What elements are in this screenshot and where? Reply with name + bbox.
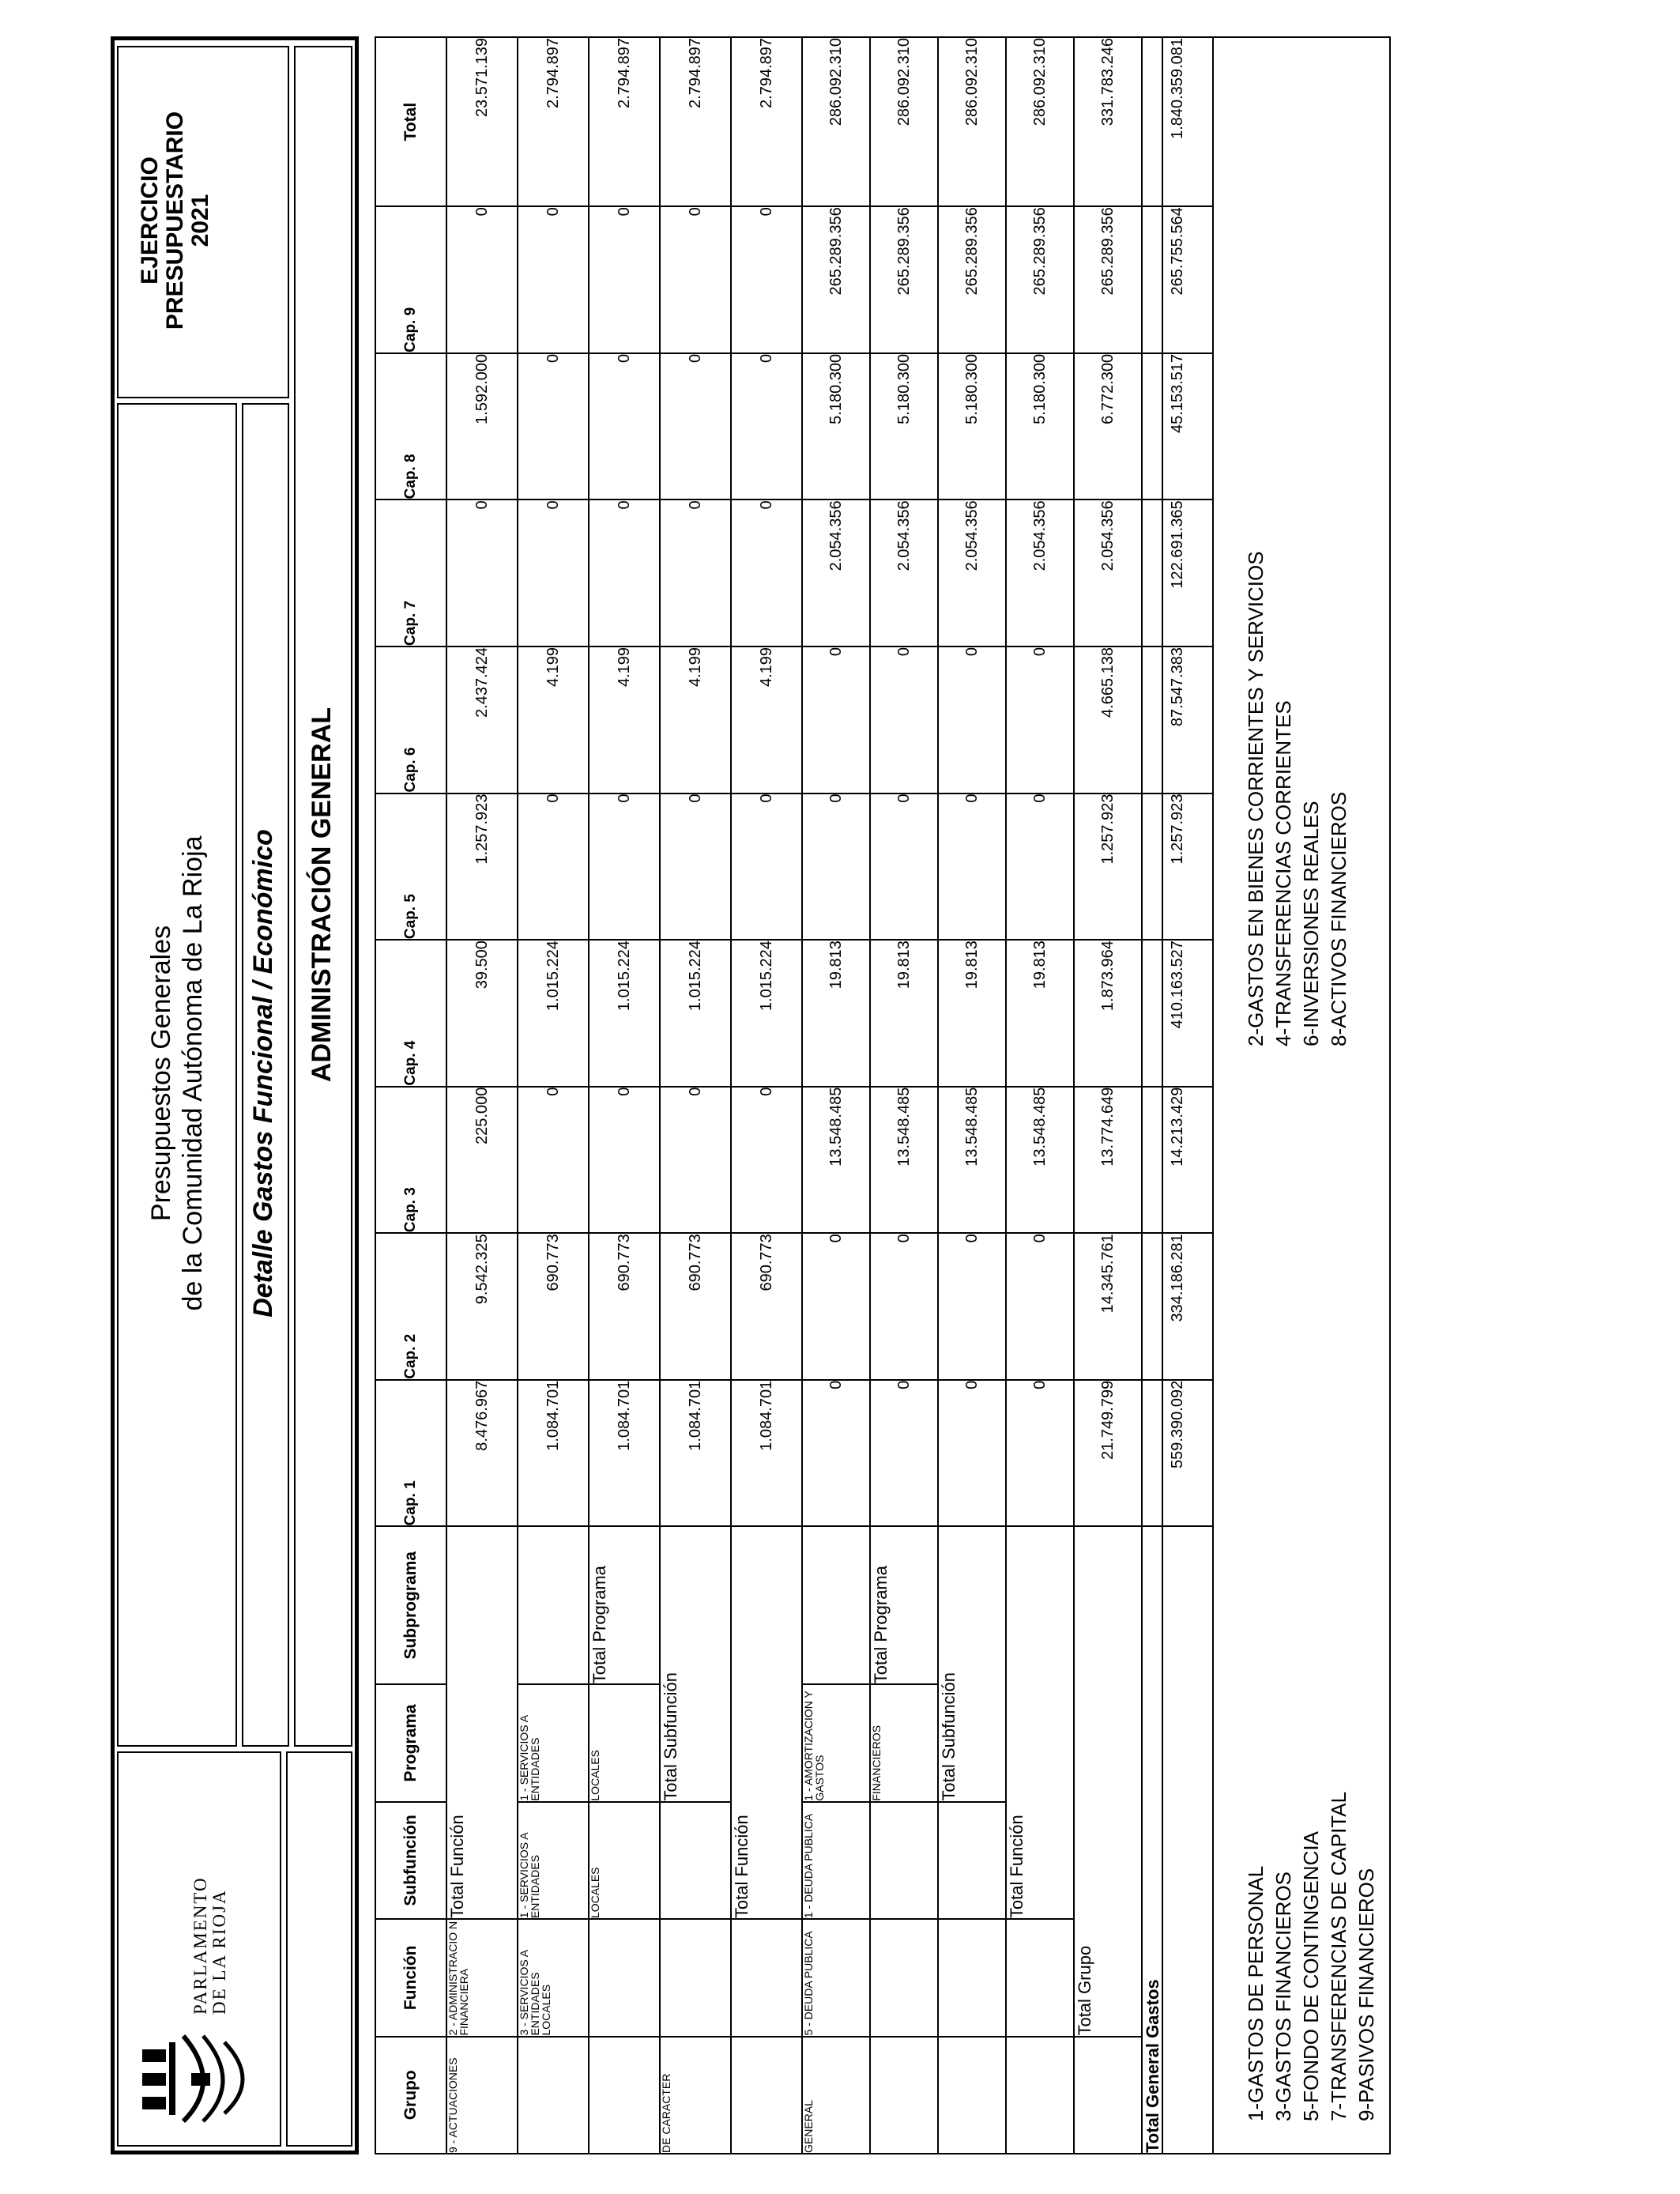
cap-value-cell: 265.289.356 [938, 206, 1006, 353]
cap-value-cell: 0 [589, 794, 660, 941]
cap-value-cell: 0 [660, 353, 731, 500]
cap-value-cell: 2.054.356 [938, 499, 1006, 647]
cap-value-cell: 5.180.300 [1006, 353, 1074, 500]
cap-value-cell: 6.772.300 [1074, 353, 1142, 500]
row-label-cell: Total Programa [870, 1526, 938, 1684]
cap-value-cell: 0 [870, 1380, 938, 1527]
cap-value-cell: 13.548.485 [1006, 1087, 1074, 1234]
row-label-cell [1074, 2037, 1142, 2154]
cap-value-cell: 265.289.356 [870, 206, 938, 353]
legend-item: 3-GASTOS FINANCIEROS [1271, 1872, 1295, 2121]
cap-value-cell: 5.180.300 [870, 353, 938, 500]
total-cell: 2.794.897 [731, 37, 802, 206]
row-label-cell: Total General Gastos [1142, 1526, 1213, 2154]
cap-value-cell: 0 [660, 794, 731, 941]
row-label-cell [518, 2037, 589, 2154]
year-line1: EJERCICIO [137, 156, 163, 285]
cap-value-cell: 1.257.923 [446, 794, 518, 941]
col-header-programa: Programa [375, 1684, 446, 1801]
row-label-cell [731, 2037, 802, 2154]
cap-value-cell: 13.774.649 [1074, 1087, 1142, 1234]
legend-item: 2-GASTOS EN BIENES CORRIENTES Y SERVICIOS [1244, 551, 1268, 1046]
cap-value-cell: 1.084.701 [660, 1380, 731, 1527]
cap-value-cell: 4.665.138 [1074, 647, 1142, 794]
row-label-cell: Total Función [446, 1526, 518, 1919]
legend-col1 [1242, 1792, 1381, 2121]
cap-value-cell: 265.289.356 [802, 206, 870, 353]
parliament-logo-icon [136, 2026, 266, 2129]
row-label-cell: GENERAL [802, 2037, 870, 2154]
row-label-cell: 5 - DEUDA PUBLICA [802, 1919, 870, 2036]
col-header-cap6: Cap. 6 [375, 647, 446, 794]
col-header-grupo: Grupo [375, 2037, 446, 2154]
section-box [294, 46, 352, 1747]
cap-value-cell: 0 [660, 1087, 731, 1234]
row-label-cell: Total Programa [589, 1526, 660, 1684]
cap-value-cell: 0 [589, 206, 660, 353]
row-label-cell: 1 - AMORTIZACION Y GASTOS [802, 1684, 870, 1801]
table-row [1074, 37, 1142, 2154]
row-label-cell [660, 1919, 731, 2036]
row-label-cell: Total Función [1006, 1526, 1074, 1919]
table-row [938, 37, 1006, 2154]
cap-value-cell: 4.199 [589, 647, 660, 794]
table-row [731, 37, 802, 2154]
cap-value-cell: 2.054.356 [802, 499, 870, 647]
cap-value-cell: 19.813 [938, 940, 1006, 1087]
cap-value-cell: 0 [518, 499, 589, 647]
cap-value-cell: 559.390.092 [1142, 1380, 1213, 1527]
logo-subbox [286, 1751, 352, 2147]
cap-value-cell: 13.548.485 [938, 1087, 1006, 1234]
row-label-cell: 1 - SERVICIOS A ENTIDADES [518, 1802, 589, 1919]
cap-value-cell: 4.199 [731, 647, 802, 794]
cap-value-cell: 0 [518, 206, 589, 353]
row-label-cell [589, 2037, 660, 2154]
cap-value-cell: 1.084.701 [518, 1380, 589, 1527]
cap-value-cell: 9.542.325 [446, 1233, 518, 1380]
row-label-cell [802, 1526, 870, 1684]
total-cell: 331.783.246 [1074, 37, 1142, 206]
cap-value-cell: 690.773 [660, 1233, 731, 1380]
cap-value-cell: 0 [731, 794, 802, 941]
cap-value-cell: 265.289.356 [1006, 206, 1074, 353]
cap-value-cell: 0 [870, 1233, 938, 1380]
row-label-cell: LOCALES [589, 1684, 660, 1801]
year-line2: PRESUPUESTARIO [162, 111, 188, 330]
table-row [589, 37, 660, 2154]
title-box [117, 403, 237, 1747]
cap-value-cell: 690.773 [731, 1233, 802, 1380]
cap-value-cell: 122.691.365 [1142, 499, 1213, 647]
cap-value-cell: 0 [518, 1087, 589, 1234]
cap-value-cell: 0 [1006, 1233, 1074, 1380]
cap-value-cell: 0 [518, 794, 589, 941]
legend-item: 9-PASIVOS FINANCIEROS [1354, 1868, 1378, 2121]
parliament-name-line1: PARLAMENTO [190, 1876, 210, 2015]
cap-value-cell: 19.813 [802, 940, 870, 1087]
cap-value-cell: 0 [731, 353, 802, 500]
table-row [446, 37, 518, 2154]
cap-value-cell: 1.873.964 [1074, 940, 1142, 1087]
row-label-cell: 1 - DEUDA PUBLICA [802, 1802, 870, 1919]
cap-value-cell: 0 [938, 794, 1006, 941]
row-label-cell: DE CARACTER [660, 2037, 731, 2154]
title-line1: Presupuestos Generales [146, 925, 176, 1222]
table-row [518, 37, 589, 2154]
cap-value-cell: 0 [1006, 794, 1074, 941]
cap-value-cell: 0 [660, 499, 731, 647]
cap-value-cell: 0 [938, 1233, 1006, 1380]
cap-value-cell: 265.755.564 [1142, 206, 1213, 353]
total-cell: 23.571.139 [446, 37, 518, 206]
cap-value-cell: 14.213.429 [1142, 1087, 1213, 1234]
cap-value-cell: 0 [938, 647, 1006, 794]
cap-value-cell: 1.015.224 [589, 940, 660, 1087]
cap-value-cell: 2.437.424 [446, 647, 518, 794]
cap-value-cell: 5.180.300 [802, 353, 870, 500]
cap-value-cell: 0 [1006, 647, 1074, 794]
row-label-cell [518, 1526, 589, 1684]
total-cell: 286.092.310 [870, 37, 938, 206]
legend-col2 [1242, 551, 1353, 1046]
row-label-cell: FINANCIEROS [870, 1684, 938, 1801]
cap-value-cell: 334.186.281 [1142, 1233, 1213, 1380]
cap-value-cell: 1.257.923 [1074, 794, 1142, 941]
row-label-cell [589, 1919, 660, 2036]
cap-value-cell: 0 [589, 1087, 660, 1234]
row-label-cell: 9 - ACTUACIONES [446, 2037, 518, 2154]
row-label-cell [938, 1802, 1006, 1919]
col-header-cap8: Cap. 8 [375, 353, 446, 500]
table-header-row [375, 37, 446, 2154]
subtitle-box [242, 403, 289, 1747]
total-cell: 286.092.310 [1006, 37, 1074, 206]
legend-item: 4-TRANSFERENCIAS CORRIENTES [1271, 700, 1295, 1046]
row-label-cell: 2 - ADMINISTRACIO N FINANCIERA [446, 1919, 518, 2036]
row-label-cell: Total Subfunción [660, 1526, 731, 1801]
section-title: ADMINISTRACIÓN GENERAL [307, 707, 337, 1083]
cap-value-cell: 0 [731, 499, 802, 647]
row-label-cell: 1 - SERVICIOS A ENTIDADES [518, 1684, 589, 1801]
cap-value-cell: 2.054.356 [870, 499, 938, 647]
row-label-cell [1006, 1919, 1074, 2036]
col-header-funcion: Función [375, 1919, 446, 2036]
col-header-cap7: Cap. 7 [375, 499, 446, 647]
legend-item: 1-GASTOS DE PERSONAL [1244, 1865, 1268, 2121]
cap-value-cell: 45.153.517 [1142, 353, 1213, 500]
cap-value-cell: 13.548.485 [802, 1087, 870, 1234]
total-cell: 2.794.897 [660, 37, 731, 206]
total-cell: 2.794.897 [518, 37, 589, 206]
cap-value-cell: 265.289.356 [1074, 206, 1142, 353]
cap-value-cell: 690.773 [589, 1233, 660, 1380]
cap-value-cell: 13.548.485 [870, 1087, 938, 1234]
cap-value-cell: 0 [446, 499, 518, 647]
subtitle: Detalle Gastos Funcional / Económico [248, 829, 278, 1318]
cap-value-cell: 0 [731, 206, 802, 353]
cap-value-cell: 1.084.701 [589, 1380, 660, 1527]
col-header-total: Total [375, 37, 446, 206]
cap-value-cell: 1.257.923 [1142, 794, 1213, 941]
total-cell: 1.840.359.081 [1142, 37, 1213, 206]
cap-value-cell: 4.199 [518, 647, 589, 794]
cap-value-cell: 4.199 [660, 647, 731, 794]
year-box [117, 46, 289, 398]
row-label-cell [938, 2037, 1006, 2154]
cap-value-cell: 1.015.224 [731, 940, 802, 1087]
cap-value-cell: 2.054.356 [1074, 499, 1142, 647]
cap-value-cell: 225.000 [446, 1087, 518, 1234]
cap-value-cell: 0 [660, 206, 731, 353]
col-header-cap4: Cap. 4 [375, 940, 446, 1087]
cap-value-cell: 0 [589, 353, 660, 500]
row-label-cell [870, 2037, 938, 2154]
legend-item: 6-INVERSIONES REALES [1299, 801, 1323, 1046]
cap-value-cell: 14.345.761 [1074, 1233, 1142, 1380]
col-header-cap5: Cap. 5 [375, 794, 446, 941]
cap-value-cell: 0 [731, 1087, 802, 1234]
row-label-cell: Total Función [731, 1526, 802, 1919]
logo-box [117, 1751, 281, 2147]
cap-value-cell: 0 [870, 647, 938, 794]
row-label-cell [870, 1919, 938, 2036]
cap-value-cell: 0 [870, 794, 938, 941]
cap-value-cell: 0 [802, 794, 870, 941]
total-cell: 286.092.310 [802, 37, 870, 206]
table-row [1006, 37, 1074, 2154]
cap-value-cell: 0 [589, 499, 660, 647]
col-header-subprograma: Subprograma [375, 1526, 446, 1684]
row-label-cell [938, 1919, 1006, 2036]
col-header-cap3: Cap. 3 [375, 1087, 446, 1234]
cap-value-cell: 0 [802, 1233, 870, 1380]
cap-value-cell: 1.084.701 [731, 1380, 802, 1527]
legend-item: 7-TRANSFERENCIAS DE CAPITAL [1327, 1791, 1350, 2121]
col-header-cap2: Cap. 2 [375, 1233, 446, 1380]
cap-value-cell: 5.180.300 [938, 353, 1006, 500]
total-cell: 286.092.310 [938, 37, 1006, 206]
row-label-cell [870, 1802, 938, 1919]
row-label-cell: Total Grupo [1074, 1526, 1142, 2036]
col-header-cap1: Cap. 1 [375, 1380, 446, 1527]
cap-value-cell: 0 [446, 206, 518, 353]
cap-value-cell: 1.015.224 [660, 940, 731, 1087]
year-line3: 2021 [187, 194, 213, 247]
cap-value-cell: 0 [802, 1380, 870, 1527]
col-header-cap9: Cap. 9 [375, 206, 446, 353]
cap-value-cell: 87.547.383 [1142, 647, 1213, 794]
cap-value-cell: 21.749.799 [1074, 1380, 1142, 1527]
legend-box [1162, 36, 1391, 2154]
cap-value-cell: 0 [938, 1380, 1006, 1527]
title-line2: de la Comunidad Autónoma de La Rioja [178, 835, 208, 1311]
cap-value-cell: 1.592.000 [446, 353, 518, 500]
table-row [660, 37, 731, 2154]
cap-value-cell: 39.500 [446, 940, 518, 1087]
cap-value-cell: 8.476.967 [446, 1380, 518, 1527]
cap-value-cell: 0 [518, 353, 589, 500]
row-label-cell [660, 1802, 731, 1919]
row-label-cell: Total Subfunción [938, 1526, 1006, 1801]
cap-value-cell: 0 [1006, 1380, 1074, 1527]
cap-value-cell: 410.163.527 [1142, 940, 1213, 1087]
table-row [870, 37, 938, 2154]
cap-value-cell: 0 [802, 647, 870, 794]
cap-value-cell: 19.813 [870, 940, 938, 1087]
row-label-cell: LOCALES [589, 1802, 660, 1919]
legend-item: 5-FONDO DE CONTINGENCIA [1299, 1831, 1323, 2121]
cap-value-cell: 19.813 [1006, 940, 1074, 1087]
table-row [802, 37, 870, 2154]
cap-value-cell: 2.054.356 [1006, 499, 1074, 647]
total-cell: 2.794.897 [589, 37, 660, 206]
cap-value-cell: 690.773 [518, 1233, 589, 1380]
col-header-subfuncion: Subfunción [375, 1802, 446, 1919]
row-label-cell: 3 - SERVICIOS A ENTIDADES LOCALES [518, 1919, 589, 2036]
legend-item: 8-ACTIVOS FINANCIEROS [1327, 791, 1350, 1046]
budget-table [375, 36, 1214, 2154]
parliament-name-line2: DE LA RIOJA [209, 1889, 229, 2015]
cap-value-cell: 1.015.224 [518, 940, 589, 1087]
row-label-cell [731, 1919, 802, 2036]
row-label-cell [1006, 2037, 1074, 2154]
